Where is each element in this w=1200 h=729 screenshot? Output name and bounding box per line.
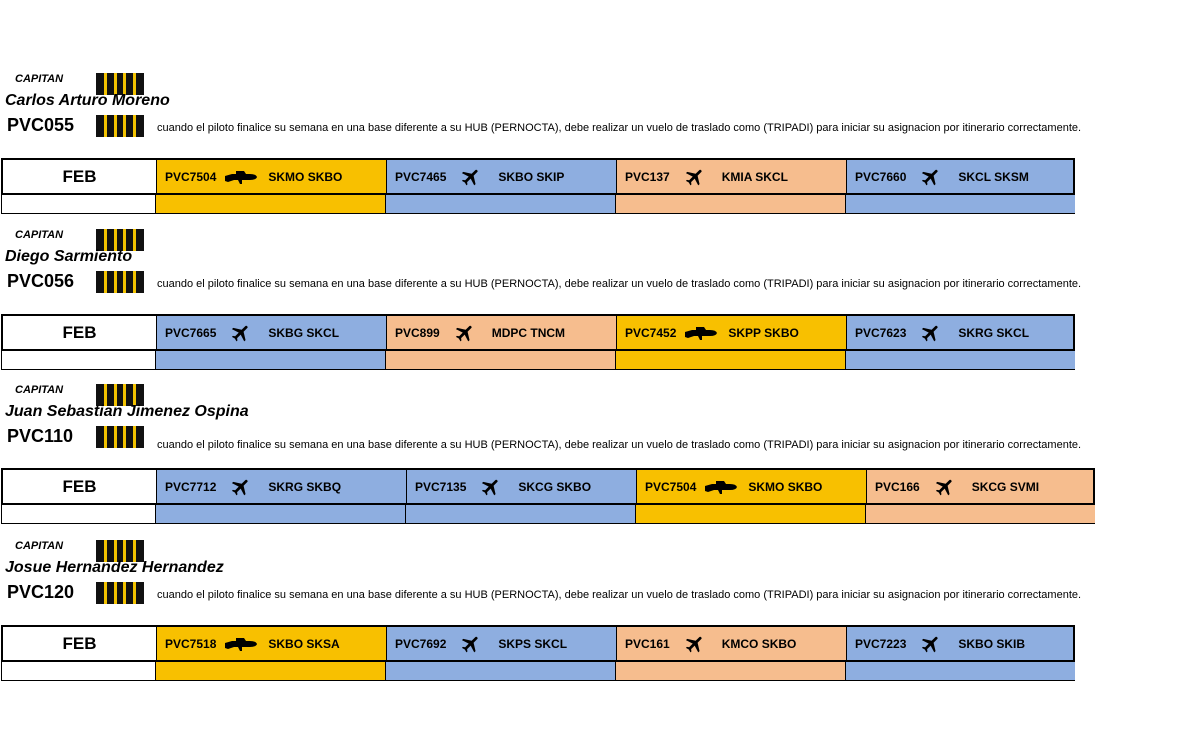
flight-route: SKRG SKBQ <box>268 479 342 494</box>
flight-cell <box>846 627 1073 660</box>
rank-label: CAPITAN <box>15 73 64 85</box>
pilot-code: PVC055 <box>7 115 75 135</box>
color-row <box>1 195 1075 214</box>
pilot-name: Diego Sarmiento <box>5 248 133 265</box>
flight-route: SKPP SKBO <box>728 325 799 340</box>
flight-cell <box>156 470 406 503</box>
schedule-row <box>1 314 1075 351</box>
flight-route: MDPC TNCM <box>491 325 566 340</box>
flight-cell <box>156 627 386 660</box>
airplane-icon <box>474 476 508 498</box>
flight-cell <box>156 316 386 349</box>
color-cell <box>845 351 1075 369</box>
flight-number: PVC7504 <box>165 169 217 184</box>
flight-number: PVC7452 <box>625 325 677 340</box>
color-cell <box>615 195 845 213</box>
flight-route: SKBO SKIP <box>498 169 565 184</box>
schedule-row <box>1 158 1075 195</box>
flight-cell <box>616 316 846 349</box>
rank-stripes-icon <box>96 426 144 448</box>
pilot-name: Carlos Arturo Moreno <box>5 92 170 109</box>
flight-cell <box>386 160 616 193</box>
rank-stripes-icon <box>96 271 144 293</box>
airplane-icon <box>454 166 488 188</box>
pilot-name: Juan Sebastian Jimenez Ospina <box>5 403 249 420</box>
pilot-note: cuando el piloto finalice su semana en una base diferente a su HUB (PERNOCTA), debe realizar un vuelo de traslado como (TRIPADI) para iniciar su asignacion por itinerario correctamente. <box>157 278 1082 290</box>
color-cell <box>615 351 845 369</box>
flight-number: PVC166 <box>875 479 920 494</box>
airplane-icon <box>678 633 712 655</box>
flight-number: PVC7692 <box>395 636 447 651</box>
color-cell <box>155 662 385 680</box>
flight-number: PVC7623 <box>855 325 907 340</box>
flight-route: SKBO SKSA <box>268 636 340 651</box>
rank-stripes-icon <box>96 582 144 604</box>
flight-route: KMCO SKBO <box>721 636 797 651</box>
rank-stripes-icon <box>96 115 144 137</box>
pilot-code: PVC120 <box>7 582 75 602</box>
rank-label: CAPITAN <box>15 384 64 396</box>
flight-number: PVC161 <box>625 636 670 651</box>
color-cell <box>845 195 1075 213</box>
airplane-icon <box>448 322 482 344</box>
flight-number: PVC7223 <box>855 636 907 651</box>
flight-cell <box>846 316 1073 349</box>
flight-route: SKCL SKSM <box>958 169 1029 184</box>
color-cell <box>2 662 155 680</box>
flight-route: SKCG SVMI <box>971 479 1040 494</box>
flight-route: SKPS SKCL <box>498 636 568 651</box>
flight-cell <box>636 470 866 503</box>
color-row <box>1 662 1075 681</box>
color-row <box>1 505 1095 524</box>
airplane-icon <box>914 633 948 655</box>
color-cell <box>2 351 155 369</box>
flight-cell <box>406 470 636 503</box>
flight-route: SKMO SKBO <box>748 479 823 494</box>
airplane-icon <box>224 322 258 344</box>
flight-number: PVC7135 <box>415 479 467 494</box>
month-label: FEB <box>3 627 156 660</box>
flight-cell <box>866 470 1093 503</box>
pilot-name: Josue Hernandez Hernandez <box>5 559 224 576</box>
color-row <box>1 351 1075 370</box>
color-cell <box>385 195 615 213</box>
flight-number: PVC7504 <box>645 479 697 494</box>
airplane-icon <box>454 633 488 655</box>
flight-route: SKRG SKCL <box>958 325 1030 340</box>
rank-label: CAPITAN <box>15 229 64 241</box>
flight-cell <box>156 160 386 193</box>
color-cell <box>845 662 1075 680</box>
color-cell <box>155 195 385 213</box>
color-cell <box>635 505 865 523</box>
pilot-note: cuando el piloto finalice su semana en una base diferente a su HUB (PERNOCTA), debe realizar un vuelo de traslado como (TRIPADI) para iniciar su asignacion por itinerario correctamente. <box>157 122 1082 134</box>
pilot-code: PVC056 <box>7 271 75 291</box>
flight-cell <box>616 627 846 660</box>
flight-number: PVC137 <box>625 169 670 184</box>
color-cell <box>2 505 155 523</box>
airplane-icon <box>224 476 258 498</box>
pilot-code: PVC110 <box>7 426 74 446</box>
color-cell <box>865 505 1095 523</box>
color-cell <box>385 662 615 680</box>
airplane-icon <box>678 166 712 188</box>
pilot-note: cuando el piloto finalice su semana en una base diferente a su HUB (PERNOCTA), debe realizar un vuelo de traslado como (TRIPADI) para iniciar su asignacion por itinerario correctamente. <box>157 589 1082 601</box>
color-cell <box>155 351 385 369</box>
flight-route: SKBO SKIB <box>958 636 1026 651</box>
flight-number: PVC7518 <box>165 636 217 651</box>
flight-route: KMIA SKCL <box>721 169 788 184</box>
flight-number: PVC7660 <box>855 169 907 184</box>
small-plane-icon <box>704 476 738 498</box>
color-cell <box>405 505 635 523</box>
flight-cell <box>846 160 1073 193</box>
flight-cell <box>386 316 616 349</box>
schedule-row <box>1 468 1095 505</box>
flight-route: SKMO SKBO <box>268 169 343 184</box>
flight-number: PVC7712 <box>165 479 217 494</box>
color-cell <box>385 351 615 369</box>
airplane-icon <box>914 166 948 188</box>
month-label: FEB <box>3 470 156 503</box>
flight-route: SKCG SKBO <box>518 479 592 494</box>
small-plane-icon <box>224 633 258 655</box>
flight-number: PVC899 <box>395 325 440 340</box>
airplane-icon <box>914 322 948 344</box>
color-cell <box>155 505 405 523</box>
schedule-row <box>1 625 1075 662</box>
small-plane-icon <box>224 166 258 188</box>
flight-cell <box>386 627 616 660</box>
pilot-note: cuando el piloto finalice su semana en una base diferente a su HUB (PERNOCTA), debe realizar un vuelo de traslado como (TRIPADI) para iniciar su asignacion por itinerario correctamente. <box>157 439 1082 451</box>
small-plane-icon <box>684 322 718 344</box>
rank-label: CAPITAN <box>15 540 64 552</box>
month-label: FEB <box>3 160 156 193</box>
color-cell <box>615 662 845 680</box>
flight-route: SKBG SKCL <box>268 325 340 340</box>
color-cell <box>2 195 155 213</box>
month-label: FEB <box>3 316 156 349</box>
airplane-icon <box>928 476 962 498</box>
flight-number: PVC7465 <box>395 169 447 184</box>
flight-number: PVC7665 <box>165 325 217 340</box>
flight-cell <box>616 160 846 193</box>
